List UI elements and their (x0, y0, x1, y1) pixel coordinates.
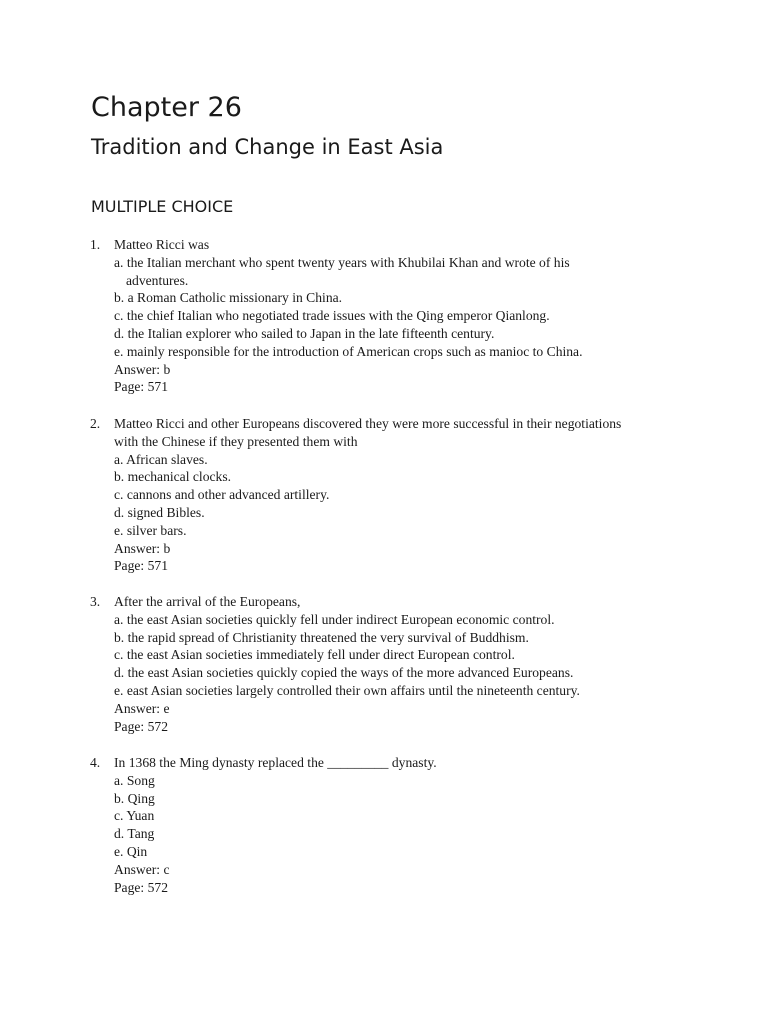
page-reference: Page: 572 (114, 879, 168, 895)
choice-c: c. Yuan (114, 808, 155, 824)
choice-b: b. a Roman Catholic missionary in China. (114, 290, 343, 306)
choice-a: a. Song (114, 772, 155, 788)
choice-b: b. Qing (114, 790, 155, 806)
question-1 (90, 236, 700, 396)
choice-a: a. the east Asian societies quickly fell under indirect European economic control. (114, 611, 555, 627)
question-number: 2. (90, 416, 101, 431)
question-stem (90, 236, 700, 254)
question-number: 4. (90, 755, 101, 770)
answer-line: Answer: b (114, 540, 171, 556)
page-reference: Page: 571 (114, 379, 168, 395)
chapter-title: Chapter 26 (91, 92, 242, 123)
choice-e: e. mainly responsible for the introduction of American crops such as manioc to China. (114, 343, 583, 359)
question-stem (90, 593, 700, 611)
choice-b: b. mechanical clocks. (114, 469, 232, 485)
question-3 (90, 593, 700, 735)
choice-d: d. the Italian explorer who sailed to Japan in the late fifteenth century. (114, 325, 495, 341)
question-stem (90, 754, 700, 772)
question-2 (90, 415, 700, 575)
choice-d: d. Tang (114, 826, 155, 842)
answer-line: Answer: b (114, 361, 171, 377)
question-stem-line: Matteo Ricci and other Europeans discovered they were more successful in their negotiations (114, 416, 622, 431)
choice-c: c. cannons and other advanced artillery. (114, 487, 330, 503)
section-heading: MULTIPLE CHOICE (91, 197, 234, 216)
choice-text: a. the Italian merchant who spent twenty years with Khubilai Khan and wrote of his (114, 254, 570, 270)
page-reference: Page: 571 (114, 558, 168, 574)
question-stem (90, 415, 700, 433)
choice-d: d. signed Bibles. (114, 504, 205, 520)
choice-e: e. east Asian societies largely controlled their own affairs until the nineteenth century. (114, 682, 580, 698)
chapter-subtitle: Tradition and Change in East Asia (91, 135, 444, 159)
choice-d: d. the east Asian societies quickly copied the ways of the more advanced Europeans. (114, 665, 574, 681)
choice-b: b. the rapid spread of Christianity threatened the very survival of Buddhism. (114, 629, 529, 645)
answer-line: Answer: e (114, 700, 170, 716)
choice-c: c. the chief Italian who negotiated trade issues with the Qing emperor Qianlong. (114, 308, 550, 324)
page-reference: Page: 572 (114, 718, 168, 734)
question-stem-line: After the arrival of the Europeans, (114, 594, 301, 609)
question-4 (90, 754, 700, 896)
choice-c: c. the east Asian societies immediately fell under direct European control. (114, 647, 515, 663)
question-stem-line: Matteo Ricci was (114, 237, 210, 252)
question-number: 3. (90, 594, 101, 609)
choice-a: a. African slaves. (114, 451, 208, 467)
question-stem-line: In 1368 the Ming dynasty replaced the _________ dynasty. (114, 755, 437, 770)
choice-e: e. Qin (114, 843, 148, 859)
question-stem-line: with the Chinese if they presented them with (114, 433, 358, 449)
choice-continuation: adventures. (126, 272, 189, 288)
question-number: 1. (90, 237, 101, 252)
answer-line: Answer: c (114, 861, 170, 877)
choice-e: e. silver bars. (114, 522, 187, 538)
choice-a (90, 254, 700, 290)
